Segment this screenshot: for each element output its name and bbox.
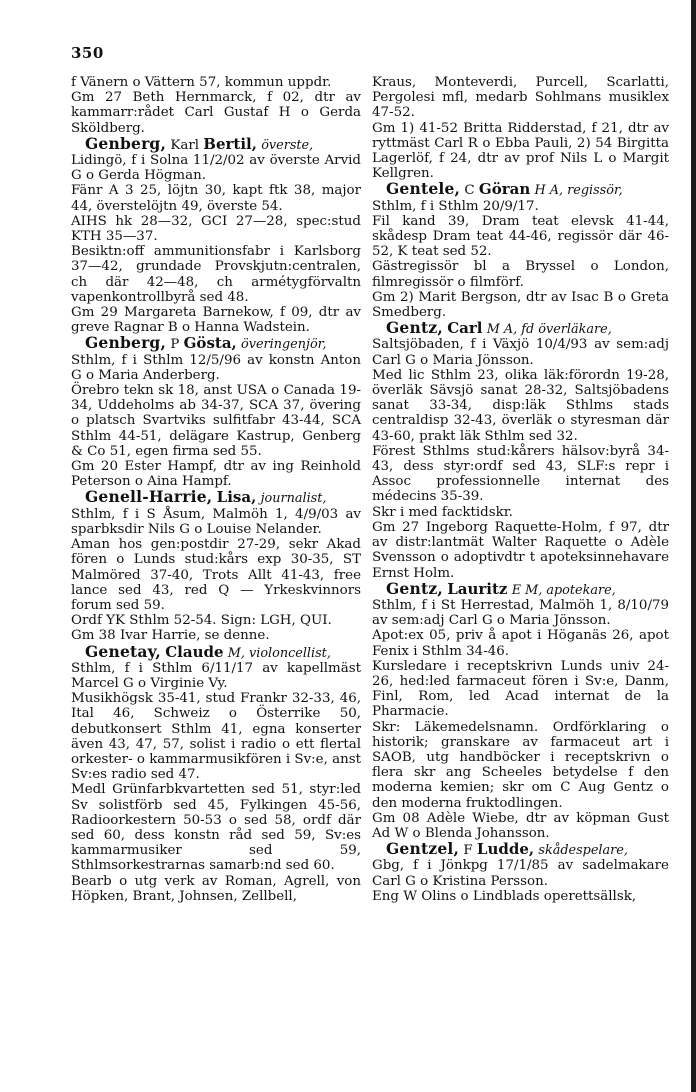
entry-text: Förest Sthlms stud:kårers hälsov:byrå 34-43, dess styr:ordf sed 43, SLF:s repr i Assoc professionnelle internat des médecins 35-39. [372,443,669,505]
entry-text: Apot:ex 05, priv å apot i Höganäs 26, apot Fenix i Sthlm 34-46. [372,628,669,659]
entry-text: Gm 20 Ester Hampf, dtr av ing Reinhold Peterson o Aina Hampf. [71,459,361,490]
page-number: 350 [71,44,104,62]
entry-text: Gm 29 Margareta Barnekow, f 09, dtr av greve Ragnar B o Hanna Wadstein. [71,305,361,336]
entry-text: Gästregissör bl a Bryssel o London, filmregissör o filmförf. [372,259,669,290]
entry-gentele [372,181,669,320]
entry-text: Bearb o utg verk av Roman, Agrell, von Höpken, Brant, Johnsen, Zellbell, [71,873,361,904]
entry-surname: Gentz, [386,318,443,338]
entry-surname: Genell-Harrie, [85,487,213,507]
entry-heading [372,181,669,198]
entry-title: H A, regissör, [534,183,623,199]
entry-given-bold: Bertil, [203,134,257,153]
entry-given-bold: Carl [447,319,483,338]
entry-text: Gm 27 Ingeborg Raquette-Holm, f 97, dtr av distr:lantmät Walter Raquette o Adèle Svensson o adoptivdtr t apoteksinnehavare Ernst Holm. [372,519,669,581]
entry-text: Gm 1) 41-52 Britta Ridderstad, f 21, dtr av ryttmäst Carl R o Ebba Pauli, 2) 54 Birgitta Lagerlöf, f 24, dtr av prof Nils L o Margit Kellgren. [372,120,669,182]
entry-given-bold: Gösta, [183,334,237,353]
entry-title: överingenjör, [241,337,327,353]
entry-text: Kraus, Monteverdi, Purcell, Scarlatti, Pergolesi mfl, medarb Sohlmans musiklex 47-52. [372,75,669,121]
entry-gentzel [372,841,669,904]
entry-text: Skr: Läkemedelsnamn. Ordförklaring o historik; granskare av farmaceut art i SAOB, utg handböcker i receptskrivn o flera skr ang Scheeles betydelse f den moderna kemien; skr om C Aug Gentz o den moderna fruktodlingen. [372,719,669,811]
entry-text: Gm 38 Ivar Harrie, se denne. [71,628,270,644]
entry-surname: Gentz, [386,578,443,598]
entry-given-bold: Lauritz [447,579,508,598]
entry-text: Fil kand 39, Dram teat elevsk 41-44, skådesp Dram teat 44-46, regissör där 46-52, K teat sed 52. [372,213,669,260]
entry-text: Besiktn:off ammunitionsfabr i Karlsborg 37—42, grundade Provskjutn:centralen, ch där 42—48, ch armétygförvaltn vapenkontrollbyrå sed 48. [71,244,361,305]
entry-text: Gm 27 Beth Hernmarck, f 02, dtr av kammarr:rådet Carl Gustaf H o Gerda Sköldberg. [71,90,361,136]
entry-genberg-gosta [71,335,361,489]
entry-genell-harrie [71,489,361,643]
entry-text: Gm 2) Marit Bergson, dtr av Isac B o Greta Smedberg. [372,289,669,321]
entry-text: Fänr A 3 25, löjtn 30, kapt ftk 38, major 44, överstelöjtn 49, överste 54. [71,183,361,214]
entry-gentz-carl [372,320,669,580]
entry-text: Saltsjöbaden, f i Växjö 10/4/93 av sem:adj Carl G o Maria Jönsson. [372,337,669,368]
entry-title: journalist, [260,491,327,507]
entry-continuation [71,75,361,136]
entry-given-plain: Karl [170,137,204,153]
entry-title: skådespelare, [538,843,628,859]
entry-text: Kursledare i receptskrivn Lunds univ 24-26, hed:led farmaceut fören i Sv:e, Danm, Finl, Rom, led Acad internat de la Pharmacie. [372,658,669,720]
entry-text: Sthlm, f i Sthlm 6/11/17 av kapellmäst Marcel G o Virginie Vy. [71,660,361,691]
entry-text: Medl Grünfarbkvartetten sed 51, styr:led Sv solistförb sed 45, Fylkingen 45-56, Radioorkestern 50-53 o sed 58, ordf där sed 60, dess konstn råd sed 59, Sv:es kammarmusiker sed 59, Sthlmsorkestrarnas samarb:nd sed 60. [71,782,361,874]
entry-title: E M, apotekare, [511,582,616,598]
entry-text: Sthlm, f i Sthlm 20/9/17. [372,198,539,214]
entry-given-bold: Claude [165,642,224,661]
entry-text: AIHS hk 28—32, GCI 27—28, spec:stud KTH 35—37. [71,213,361,245]
entry-text: f Vänern o Vättern 57, kommun uppdr. [71,75,332,90]
entry-text: Gbg, f i Jönkpg 17/1/85 av sadelmakare Carl G o Kristina Persson. [372,858,669,889]
entry-given-bold: Ludde, [476,840,535,859]
entry-surname: Gentele, [386,179,461,199]
entry-heading [71,641,361,661]
left-column [71,75,361,904]
entry-genetay [71,641,361,904]
entry-title: överste, [261,137,314,153]
entry-title: M A, fd överläkare, [486,322,612,338]
scan-edge [691,0,696,1092]
entry-given-bold: Lisa, [216,488,257,507]
entry-text: Lidingö, f i Solna 11/2/02 av överste Arvid G o Gerda Högman. [71,153,361,184]
entry-gentz-lauritz [372,578,669,841]
entry-heading [372,320,669,337]
entry-surname: Gentzel, [386,839,460,859]
entry-heading [71,335,361,352]
entry-text: Ordf YK Sthlm 52-54. Sign: LGH, QUI. [71,613,332,629]
entry-given-plain: F [463,843,477,859]
entry-continuation [372,75,669,181]
entry-text: Gm 08 Adèle Wiebe, dtr av köpman Gust Ad W o Blenda Johansson. [372,810,669,841]
entry-text: Sthlm, f i S Åsum, Malmöh 1, 4/9/03 av sparbksdir Nils G o Louise Nelander. [71,506,361,537]
entry-heading [71,133,361,153]
entry-given-bold: Göran [478,180,531,199]
entry-text: Sthlm, f i St Herrestad, Malmöh 1, 8/10/79 av sem:adj Carl G o Maria Jönsson. [372,597,669,629]
entry-text: Musikhögsk 35-41, stud Frankr 32-33, 46, Ital 46, Schweiz o Österrike 50, debutkonsert Sthlm 41, egna konserter även 43, 47, 57, solist i radio o ett flertal orkester- o kammarmusikfören i Sv:e, anst Sv:es radio sed 47. [71,691,361,783]
entry-given-plain: P [170,337,184,353]
entry-genberg-bertil [71,133,361,336]
entry-surname: Genberg, [85,133,167,153]
right-column [372,75,669,904]
entry-given-plain: C [464,183,479,199]
entry-surname: Genberg, [85,333,167,353]
entry-heading [372,841,669,858]
entry-heading [372,578,669,598]
entry-text: Skr i med facktidskr. [372,504,513,520]
entry-text: Med lic Sthlm 23, olika läk:förordn 19-28, överläk Sävsjö sanat 28-32, Saltsjöbadens sanat 33-34, disp:läk Sthlms stads centraldisp 32-43, överläk o styresman där 43-60, prakt läk Sthlm sed 32. [372,367,669,444]
entry-text: Sthlm, f i Sthlm 12/5/96 av konstn Anton G o Maria Anderberg. [71,352,361,383]
entry-text: Eng W Olins o Lindblads operettsällsk, [372,888,637,904]
entry-title: M, violoncellist, [227,645,331,661]
entry-surname: Genetay, [85,641,161,661]
entry-heading [71,489,361,506]
entry-text: Aman hos gen:postdir 27-29, sekr Akad fören o Lunds stud:kårs exp 30-35, ST Malmöred 37-40, Trots Allt 41-43, free lance sed 43, red Q — Yrkeskvinnors forum sed 59. [71,537,361,613]
entry-text: Örebro tekn sk 18, anst USA o Canada 19-34, Uddeholms ab 34-37, SCA 37, övering o platsch Svartviks sulfitfabr 43-44, SCA Sthlm 44-51, delägare Kastrup, Genberg & Co 51, egen firma sed 55. [71,383,361,459]
